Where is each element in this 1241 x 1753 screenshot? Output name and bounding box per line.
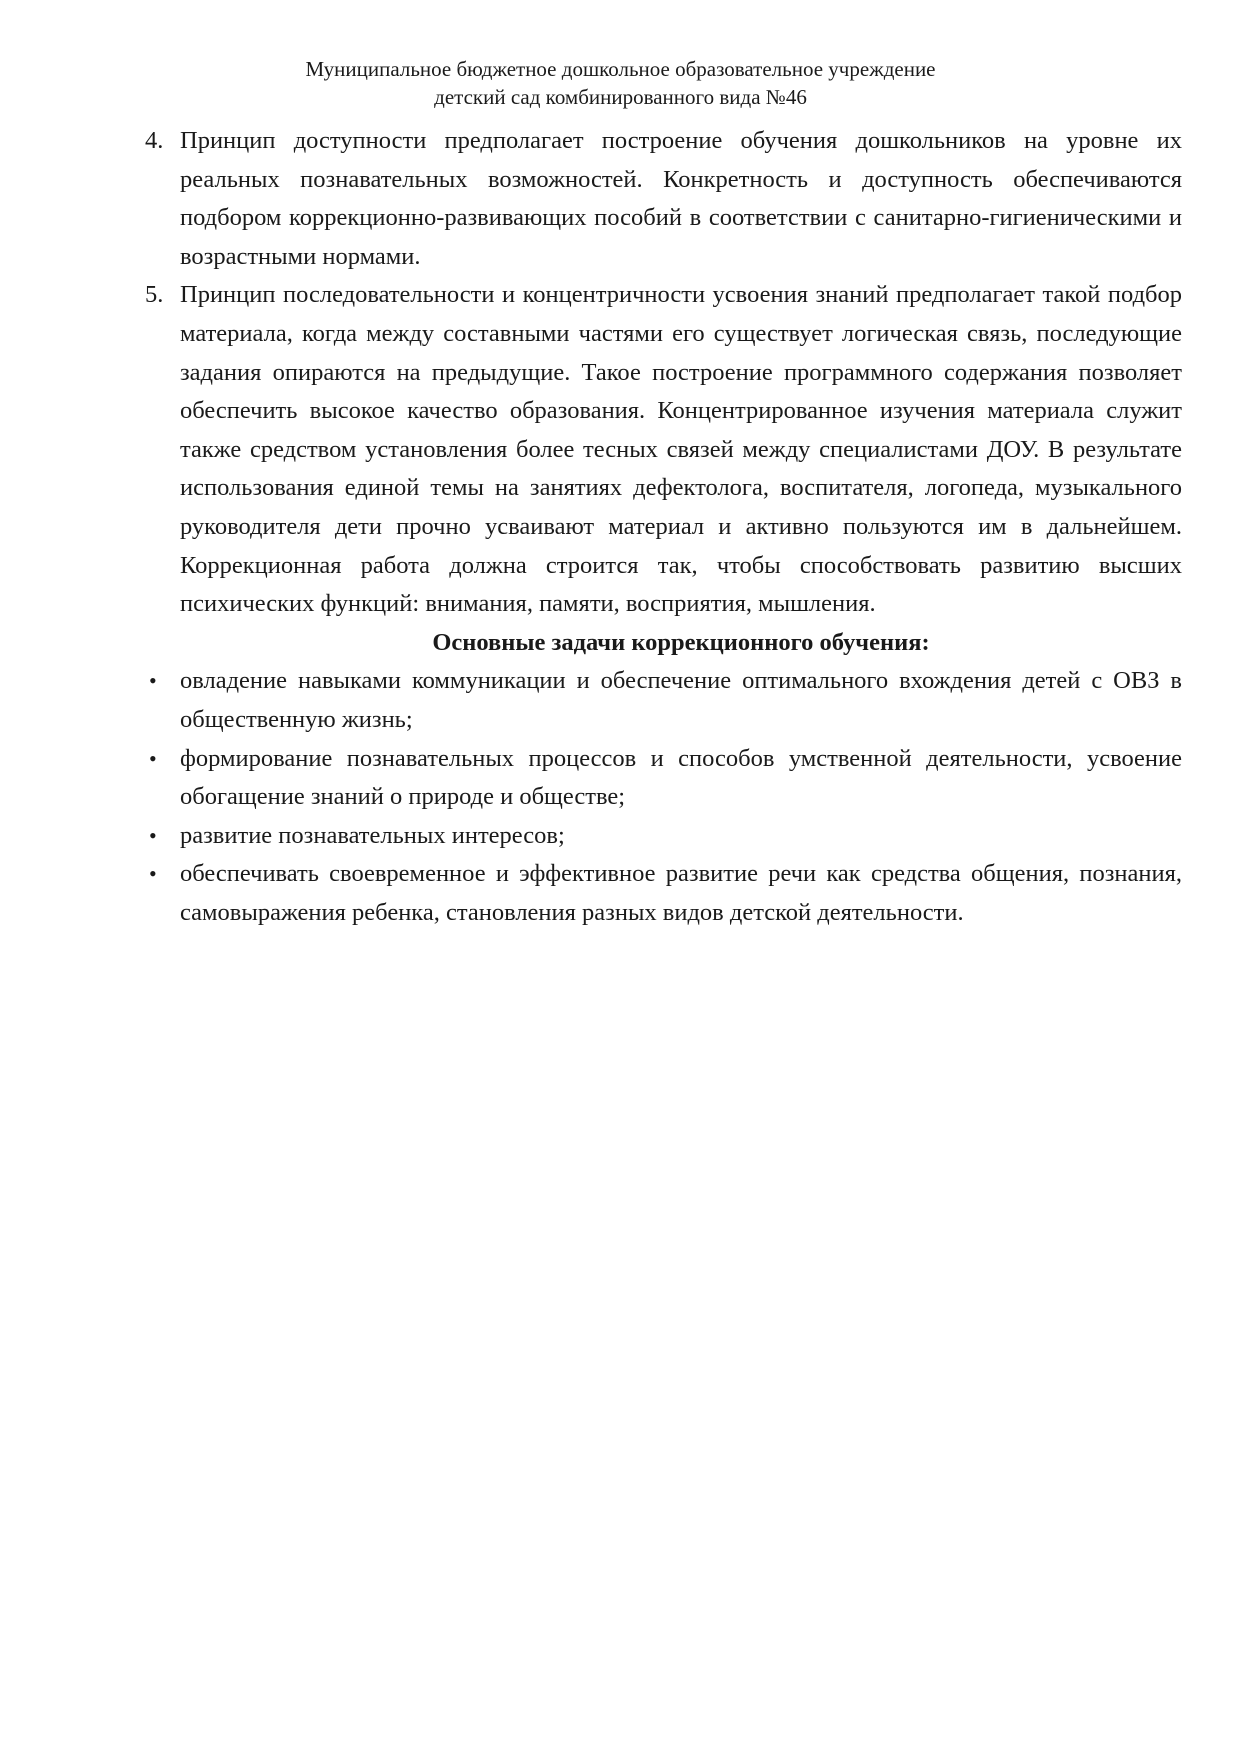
task-item	[145, 817, 1182, 856]
task-text: развитие познавательных интересов;	[180, 821, 565, 849]
page-header	[0, 55, 1241, 111]
task-text: формирование познавательных процессов и способов умственной деятельности, усвоение обогащение знаний о природе и обществе;	[180, 744, 1182, 811]
header-kindergarten-line: детский сад комбинированного вида №46	[434, 85, 807, 109]
bullet-icon: •	[149, 745, 157, 771]
principle-text: Принцип доступности предполагает построение обучения дошкольников на уровне их реальных познавательных возможностей. Конкретность и доступность обеспечиваются подбором коррекционно-развивающих пособий в соответствии с санитарно-гигиеническими и возрастными нормами.	[180, 127, 1182, 270]
header-institution-line: Муниципальное бюджетное дошкольное образовательное учреждение	[305, 57, 936, 81]
document-body	[145, 122, 1182, 932]
task-item	[145, 740, 1182, 817]
tasks-heading: Основные задачи коррекционного обучения:	[432, 628, 930, 656]
bullet-icon: •	[149, 822, 157, 848]
task-text: овладение навыками коммуникации и обеспечение оптимального вхождения детей с ОВЗ в общественную жизнь;	[180, 667, 1182, 733]
principle-number: 4.	[145, 127, 164, 154]
task-item	[145, 662, 1182, 739]
principle-number: 5.	[145, 281, 164, 309]
principle-item	[145, 276, 1182, 623]
task-item	[145, 855, 1182, 932]
bullet-icon: •	[149, 861, 157, 887]
principle-item	[145, 122, 1182, 276]
bullet-icon: •	[149, 668, 157, 694]
principle-text: Принцип последовательности и концентричности усвоения знаний предполагает такой подбор материала, когда между составными частями его существует логическая связь, последующие задания опираются на предыдущие. Такое построение программного содержания позволяет обеспечить высокое качество образования. Концентрированное изучения материала служит также средством установления более тесных связей между специалистами ДОУ. В результате использования единой темы на занятиях дефектолога, воспитателя, логопеда, музыкального руководителя дети прочно усваивают материал и активно пользуются им в дальнейшем. Коррекционная работа должна строится так, чтобы способствовать развитию высших психических функций: внимания, памяти, восприятия, мышления.	[180, 281, 1182, 618]
task-text: обеспечивать своевременное и эффективное развитие речи как средства общения, познания, самовыражения ребенка, становления разных видов детской деятельности.	[180, 860, 1182, 926]
